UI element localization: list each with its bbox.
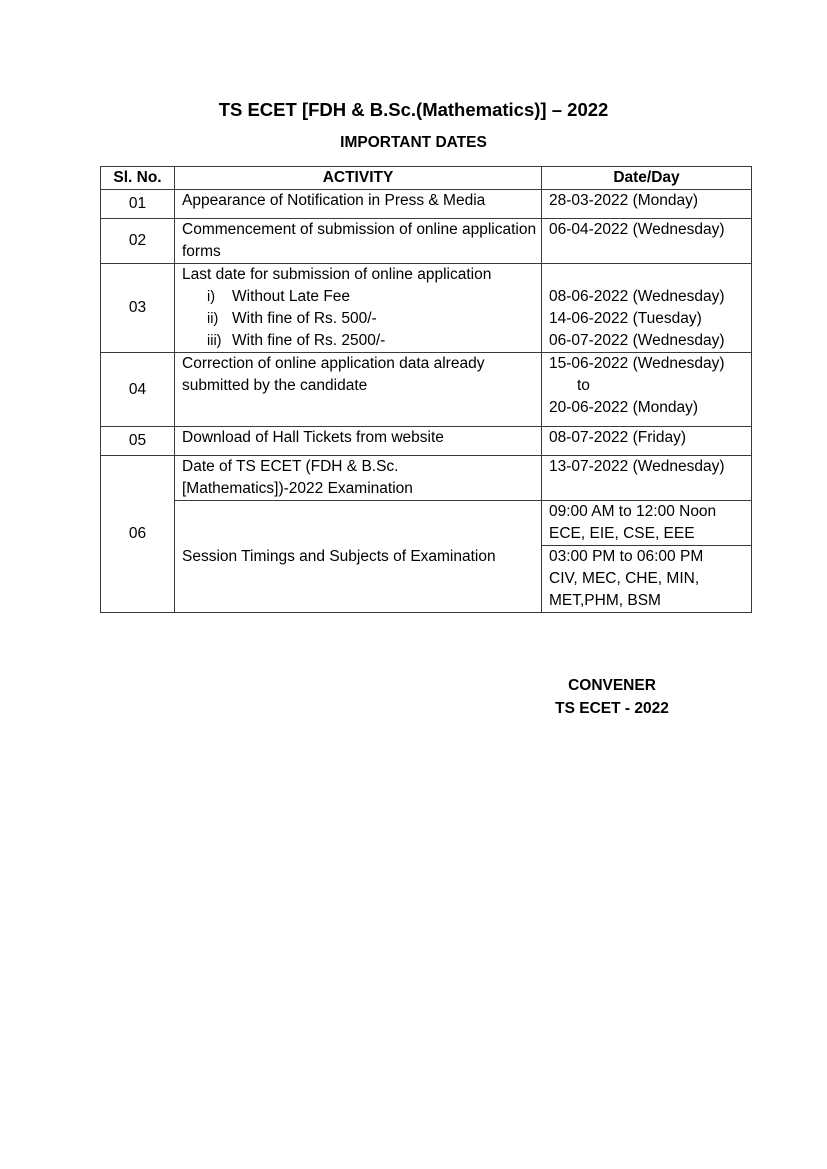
table-row xyxy=(101,353,752,427)
row-date: 08-07-2022 (Friday) xyxy=(542,427,752,456)
important-dates-table xyxy=(100,166,752,613)
date-fine-2500: 06-07-2022 (Wednesday) xyxy=(549,332,725,349)
row-sl-no: 04 xyxy=(101,353,175,427)
list-item: i) Without Late Fee xyxy=(207,288,351,305)
row-activity: Correction of online application data already submitted by the candidate xyxy=(175,353,542,427)
date-fine-500: 14-06-2022 (Tuesday) xyxy=(549,310,702,327)
session-2-time: 03:00 PM to 06:00 PM xyxy=(549,548,704,565)
session-2 xyxy=(542,546,752,613)
row-date xyxy=(542,264,752,353)
row-date-exam: 13-07-2022 (Wednesday) xyxy=(542,456,752,501)
row-date: 28-03-2022 (Monday) xyxy=(542,190,752,219)
row-activity: Commencement of submission of online application forms xyxy=(175,219,542,264)
row-date: 06-04-2022 (Wednesday) xyxy=(542,219,752,264)
date-from: 15-06-2022 (Wednesday) xyxy=(549,355,725,372)
table-row xyxy=(101,264,752,353)
session-1-time: 09:00 AM to 12:00 Noon xyxy=(549,503,717,520)
date-without-late-fee: 08-06-2022 (Wednesday) xyxy=(549,288,725,305)
table-row xyxy=(101,190,752,219)
row-sl-no: 01 xyxy=(101,190,175,219)
table-header-row xyxy=(101,167,752,190)
row-activity xyxy=(175,264,542,353)
document-title: TS ECET [FDH & B.Sc.(Mathematics)] – 2022 xyxy=(218,99,609,120)
header-activity: ACTIVITY xyxy=(175,167,542,190)
list-item: ii) With fine of Rs. 500/- xyxy=(207,310,377,327)
session-2-subjects-line1: CIV, MEC, CHE, MIN, xyxy=(549,570,700,587)
date-to-word: to xyxy=(577,377,590,394)
row-sl-no: 03 xyxy=(101,264,175,353)
row-activity: Download of Hall Tickets from website xyxy=(175,427,542,456)
list-item: iii) With fine of Rs. 2500/- xyxy=(207,332,386,349)
table-row xyxy=(101,456,752,501)
row-activity-session: Session Timings and Subjects of Examination xyxy=(175,501,542,613)
row-sl-no: 05 xyxy=(101,427,175,456)
header-date-day: Date/Day xyxy=(542,167,752,190)
row-activity: Appearance of Notification in Press & Media xyxy=(175,190,542,219)
row-activity-text: Last date for submission of online application xyxy=(182,266,492,283)
date-to: 20-06-2022 (Monday) xyxy=(549,399,699,416)
document-subtitle: IMPORTANT DATES xyxy=(340,134,487,151)
session-1-subjects: ECE, EIE, CSE, EEE xyxy=(549,525,695,542)
row-date xyxy=(542,353,752,427)
signature-ts-ecet: TS ECET - 2022 xyxy=(555,700,669,717)
session-1 xyxy=(542,501,752,546)
row-sl-no: 06 xyxy=(101,456,175,613)
row-sl-no: 02 xyxy=(101,219,175,264)
table-row xyxy=(101,219,752,264)
row-activity-exam: Date of TS ECET (FDH & B.Sc.[Mathematics])-2022 Examination xyxy=(175,456,542,501)
header-sl-no: Sl. No. xyxy=(101,167,175,190)
table-row xyxy=(101,427,752,456)
signature-convener: CONVENER xyxy=(568,677,656,694)
table-row xyxy=(101,501,752,546)
session-2-subjects-line2: MET,PHM, BSM xyxy=(549,592,661,609)
